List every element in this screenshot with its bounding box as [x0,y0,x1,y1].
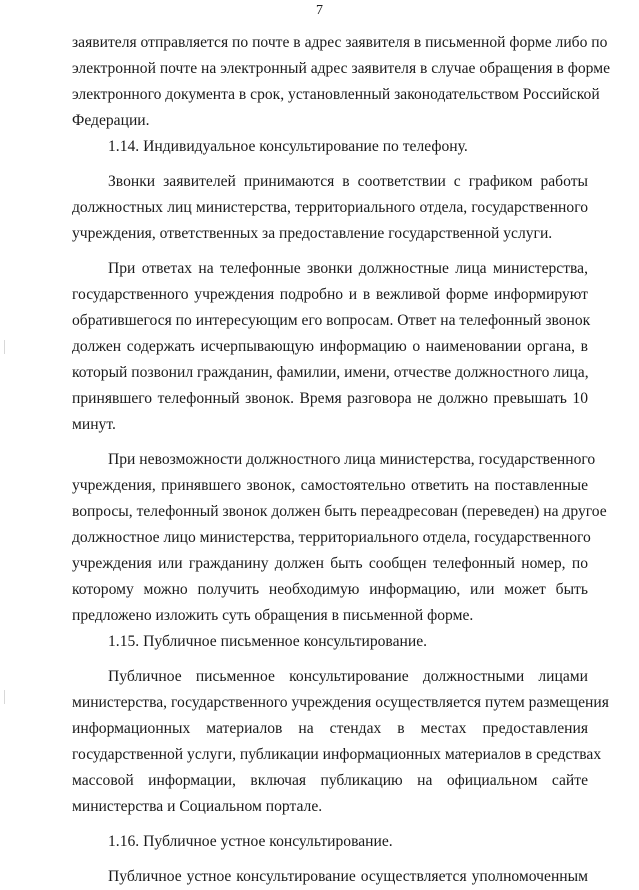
text-line: вопросы, телефонный звонок должен быть переадресован (переведен) на другое [72,503,607,520]
text-line: государственной услуги, публикации информационных материалов в средствах [72,746,602,763]
paragraph [72,256,591,438]
text-line: должен содержать исчерпывающую информацию о наименовании органа, в [72,338,588,355]
text-line: принявшего телефонный звонок. Время разговора не должно превышать 10 [72,390,588,407]
text-line: Публичное устное консультирование осуществляется уполномоченным [108,868,588,885]
scan-margin-mark [4,340,5,354]
paragraph [72,169,588,247]
paragraph [72,664,609,820]
text-line: обратившегося по интересующим его вопросам. Ответ на телефонный звонок [72,312,591,329]
text-line: информационных материалов на стендах в местах предоставления [72,720,588,737]
text-line: 1.16. Публичное устное консультирование. [108,833,393,850]
scan-margin-mark [4,690,5,704]
text-line: министерства и Социальном портале. [72,798,323,815]
paragraph [72,864,588,890]
text-line: учреждения, принявшего звонок, самостоятельно ответить на поставленные [72,477,588,494]
section-heading [72,629,588,655]
text-line: массовой информации, включая публикацию на официальном сайте [72,772,588,789]
text-line: Звонки заявителей принимаются в соответствии с графиком работы [108,173,588,190]
section-heading [72,829,588,855]
text-line: предложено изложить суть обращения в письменной форме. [72,607,474,624]
text-line: Публичное письменное консультирование должностными лицами [108,668,588,685]
text-line: При невозможности должностного лица министерства, государственного [108,451,596,468]
text-line: электронной почте на электронный адрес заявителя в случае обращения в форме [72,60,611,77]
document-body [72,30,611,890]
text-line: которому можно получить необходимую информацию, или может быть [72,581,588,598]
text-line: 1.15. Публичное письменное консультирование. [108,633,428,650]
text-line: учреждения, ответственных за предоставление государственной услуги. [72,225,553,242]
text-line: должностное лицо министерства, территориального отдела, государственного [72,529,591,546]
text-line: который позвонил гражданин, фамилии, имени, отчестве должностного лица, [72,364,589,381]
text-line: минут. [72,416,116,433]
text-line: должностных лиц министерства, территориального отдела, государственного [72,199,588,216]
text-line: министерства, государственного учреждения осуществляется путем размещения [72,694,609,711]
text-line: государственного учреждения подробно и в вежливой форме информируют [72,286,588,303]
text-line: Федерации. [72,112,150,129]
page-number: 7 [316,3,323,18]
text-line: 1.14. Индивидуальное консультирование по телефону. [108,138,468,155]
text-line: При ответах на телефонные звонки должностные лица министерства, [108,260,588,277]
text-line: электронного документа в срок, установленный законодательством Российской [72,86,600,103]
text-line: заявителя отправляется по почте в адрес заявителя в письменной форме либо по [72,34,608,51]
section-heading [72,134,588,160]
paragraph [72,447,607,629]
text-line: учреждения или гражданину должен быть сообщен телефонный номер, по [72,555,588,572]
paragraph [72,30,611,134]
